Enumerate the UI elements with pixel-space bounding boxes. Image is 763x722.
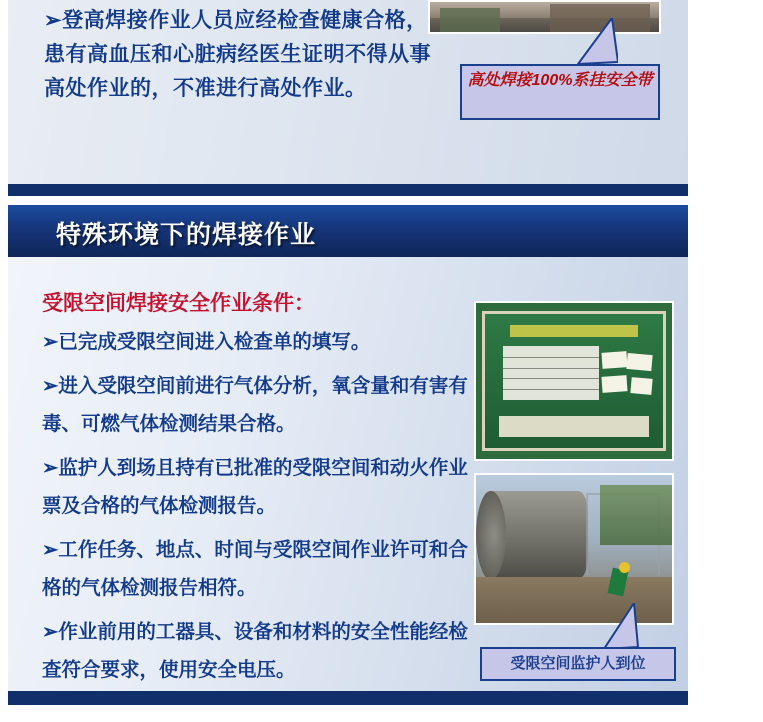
slide-top-bullet: ➢登高焊接作业人员应经检查健康合格，患有高血压和心脏病经医生证明不得从事高处作业的，不准进行高处作业。 — [44, 9, 431, 100]
photo-board-note — [602, 375, 628, 393]
slide-top-photo — [428, 0, 661, 34]
photo-trees — [600, 485, 672, 545]
photo-vessel-end — [476, 491, 506, 579]
bullet-item: ➢进入受限空间前进行气体分析，氧含量和有害有毒、可燃气体检测结果合格。 — [42, 375, 468, 435]
slide-bottom-subtitle: 受限空间焊接安全作业条件： — [42, 292, 315, 315]
page-left-margin — [0, 0, 8, 722]
bullet-item: ➢工作任务、地点、时间与受限空间作业许可和合格的气体检测报告相符。 — [42, 539, 468, 599]
callout-pointer-top — [568, 18, 618, 66]
slide-top-bottom-bar — [8, 184, 688, 196]
page-right-margin — [688, 0, 763, 722]
slide-bottom — [8, 205, 688, 705]
page-bottom-margin — [0, 705, 763, 722]
bullet-item: ➢已完成受限空间进入检查单的填写。 — [42, 331, 371, 353]
slide-bottom-bottom-bar — [8, 691, 688, 705]
callout-pointer-bottom — [600, 603, 642, 651]
photo-board-note — [630, 377, 653, 395]
photo-board-header — [510, 325, 638, 337]
slide-top-callout: 高处焊接100%系挂安全带 — [460, 64, 660, 120]
photo-worker-helmet — [619, 562, 630, 573]
photo-board-note — [602, 351, 628, 369]
photo-ground — [476, 577, 672, 623]
photo-board-strip — [499, 416, 649, 437]
slide-bottom-callout: 受限空间监护人到位 — [480, 647, 676, 681]
photo-board-table — [503, 346, 599, 400]
slide-bottom-photo-board — [474, 301, 674, 461]
slide-top — [8, 0, 688, 196]
bullet-item: ➢作业前用的工器具、设备和材料的安全性能经检查符合要求，使用安全电压。 — [42, 621, 468, 681]
slide-bottom-photo-site — [474, 473, 674, 625]
slide-gap — [0, 196, 763, 205]
slide-bottom-title: 特殊环境下的焊接作业 — [56, 221, 317, 249]
slide-bottom-bullets — [42, 323, 472, 695]
photo-green-board — [482, 311, 666, 451]
photo-board-note — [627, 353, 653, 371]
bullet-item: ➢监护人到场且持有已批准的受限空间和动火作业票及合格的气体检测报告。 — [42, 457, 468, 517]
photo-foliage — [440, 8, 500, 34]
